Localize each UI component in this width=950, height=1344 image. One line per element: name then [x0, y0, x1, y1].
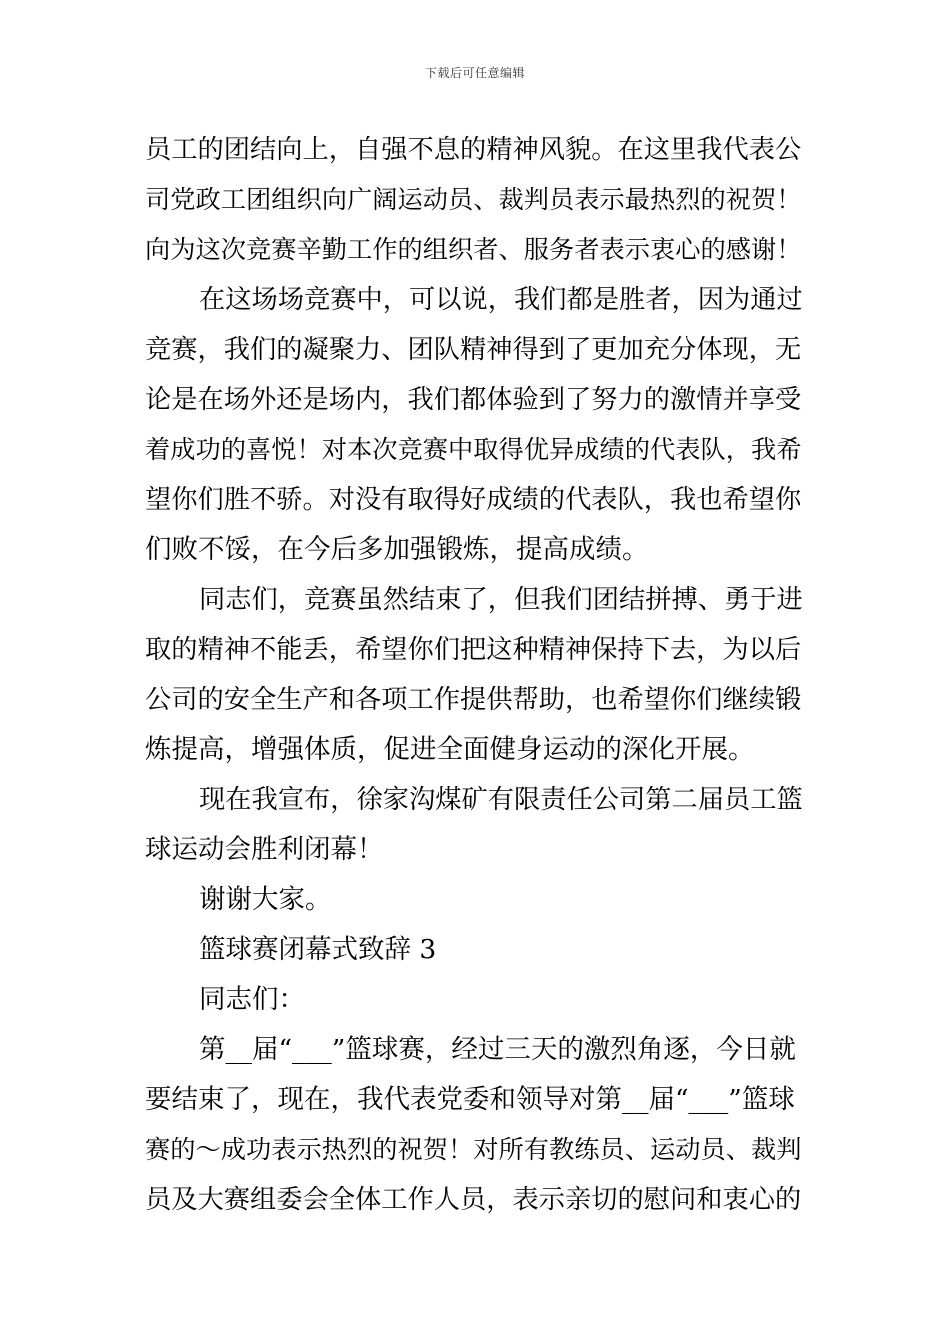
text-line: 公司的安全生产和各项工作提供帮助，也希望你们继续锻: [145, 685, 802, 715]
page-header-note: 下载后可任意编辑: [424, 66, 525, 80]
text-line: 要结束了，现在，我代表党委和领导对第__届“___”篮球: [145, 1084, 795, 1115]
text-line: 竞赛，我们的凝聚力、团队精神得到了更加充分体现，无: [145, 335, 802, 365]
text-line: 着成功的喜悦！对本次竞赛中取得优异成绩的代表队，我希: [145, 435, 802, 464]
text-line: 望你们胜不骄。对没有取得好成绩的代表队，我也希望你: [145, 485, 802, 515]
text-line: 第__届“___”篮球赛，经过三天的激烈角逐，今日就: [199, 1034, 796, 1065]
text-line: 取的精神不能丢，希望你们把这种精神保持下去，为以后: [145, 635, 802, 665]
text-line: 向为这次竞赛辛勤工作的组织者、服务者表示衷心的感谢！: [145, 235, 802, 264]
text-line: 员工的团结向上，自强不息的精神风貌。在这里我代表公: [145, 135, 802, 165]
text-line: 现在我宣布，徐家沟煤矿有限责任公司第二届员工篮: [199, 785, 803, 815]
document-body: [145, 125, 807, 1225]
text-line: 炼提高，增强体质，促进全面健身运动的深化开展。: [145, 734, 755, 765]
text-line: 篮球赛闭幕式致辞 3: [199, 934, 437, 965]
text-line: 司党政工团组织向广阔运动员、裁判员表示最热烈的祝贺！: [145, 185, 802, 214]
text-line: 同志们：: [199, 984, 305, 1015]
text-line: 赛的～成功表示热烈的祝贺！对所有教练员、运动员、裁判: [145, 1135, 802, 1164]
text-line: 谢谢大家。: [199, 884, 332, 915]
text-line: 同志们，竞赛虽然结束了，但我们团结拼搏、勇于进: [199, 585, 803, 615]
text-line: 们败不馁，在今后多加强锻炼，提高成绩。: [145, 534, 649, 565]
text-line: 在这场场竞赛中，可以说，我们都是胜者，因为通过: [199, 285, 803, 315]
text-line: 球运动会胜利闭幕！: [145, 834, 384, 865]
text-line: 论是在场外还是场内，我们都体验到了努力的激情并享受: [145, 385, 802, 415]
text-line: 员及大赛组委会全体工作人员，表示亲切的慰问和衷心的: [145, 1185, 802, 1215]
